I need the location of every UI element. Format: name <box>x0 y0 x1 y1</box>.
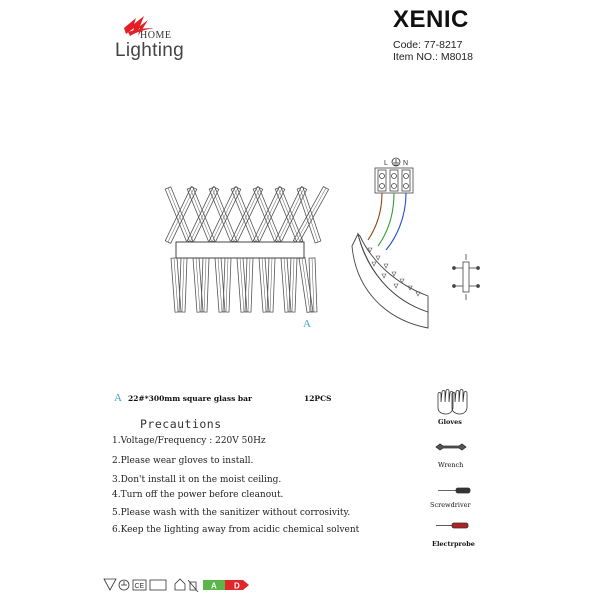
energy-high-label: D <box>234 581 240 591</box>
part-quantity: 12PCS <box>304 394 332 403</box>
diagram-part-label: A <box>303 318 311 330</box>
lamp-side-view <box>352 234 428 328</box>
precaution-item: 5.Please wash with the sanitizer without corrosivity. <box>112 508 351 518</box>
glass-bar-edge <box>226 258 228 312</box>
glass-bar-edge <box>182 258 184 312</box>
wire-earth <box>378 193 394 246</box>
part-description: 22#*300mm square glass bar <box>128 394 252 403</box>
tool-label-wrench: Wrench <box>438 461 464 469</box>
mounting-bracket <box>453 254 480 300</box>
earth-symbol-icon <box>392 158 400 166</box>
glass-bar-edge <box>296 188 326 242</box>
precaution-item: 1.Voltage/Frequency : 220V 50Hz <box>112 436 266 446</box>
glass-bar-edge <box>300 188 318 242</box>
svg-text:CE: CE <box>134 583 145 590</box>
certification-icons <box>104 579 198 592</box>
precaution-item: 2.Please wear gloves to install. <box>112 456 254 466</box>
f-mark-icon <box>104 579 116 590</box>
glass-bar-edge <box>248 258 250 312</box>
wire-neutral <box>386 193 406 250</box>
lamp-type-icon <box>150 580 166 590</box>
logo-home-text: HOME <box>140 30 172 41</box>
indoor-use-icon <box>175 579 185 590</box>
part-label: A <box>114 392 122 404</box>
energy-label <box>203 580 249 591</box>
glass-bar-edge <box>292 258 294 312</box>
screwdriver-icon <box>438 488 470 493</box>
precautions-title: Precautions <box>140 417 222 431</box>
wrench-icon <box>436 444 466 450</box>
logo-lighting-text: Lighting <box>115 40 184 61</box>
precaution-item: 3.Don't install it on the moist ceiling. <box>112 475 282 485</box>
terminal-neutral-label: N <box>403 160 409 167</box>
product-item-number: Item NO.: M8018 <box>393 51 473 63</box>
lamp-front-view <box>165 187 328 313</box>
glass-bar-edge <box>204 258 206 312</box>
energy-low-label: A <box>211 581 217 591</box>
gloves-icon <box>438 390 467 415</box>
precaution-item: 4.Turn off the power before cleanout. <box>112 490 284 500</box>
tool-label-gloves: Gloves <box>438 418 462 426</box>
electroprobe-icon <box>436 523 468 528</box>
product-code: Code: 77-8217 <box>393 39 463 51</box>
tool-label-screwdriver: Screwdriver <box>430 501 471 509</box>
wire-live <box>368 193 382 240</box>
product-name: XENIC <box>393 6 469 33</box>
glass-bar-edge <box>312 258 314 312</box>
glass-bars-top <box>165 187 328 244</box>
tool-label-electroprobe: Electrprobe <box>432 540 475 548</box>
lamp-body-band <box>176 242 304 258</box>
glass-bars-bottom <box>171 258 317 313</box>
precaution-item: 6.Keep the lighting away from acidic chemical solvent <box>112 525 360 535</box>
terminal-live-label: L <box>384 160 388 167</box>
glass-bar-edge <box>270 258 272 312</box>
wiring-terminal <box>375 168 413 193</box>
